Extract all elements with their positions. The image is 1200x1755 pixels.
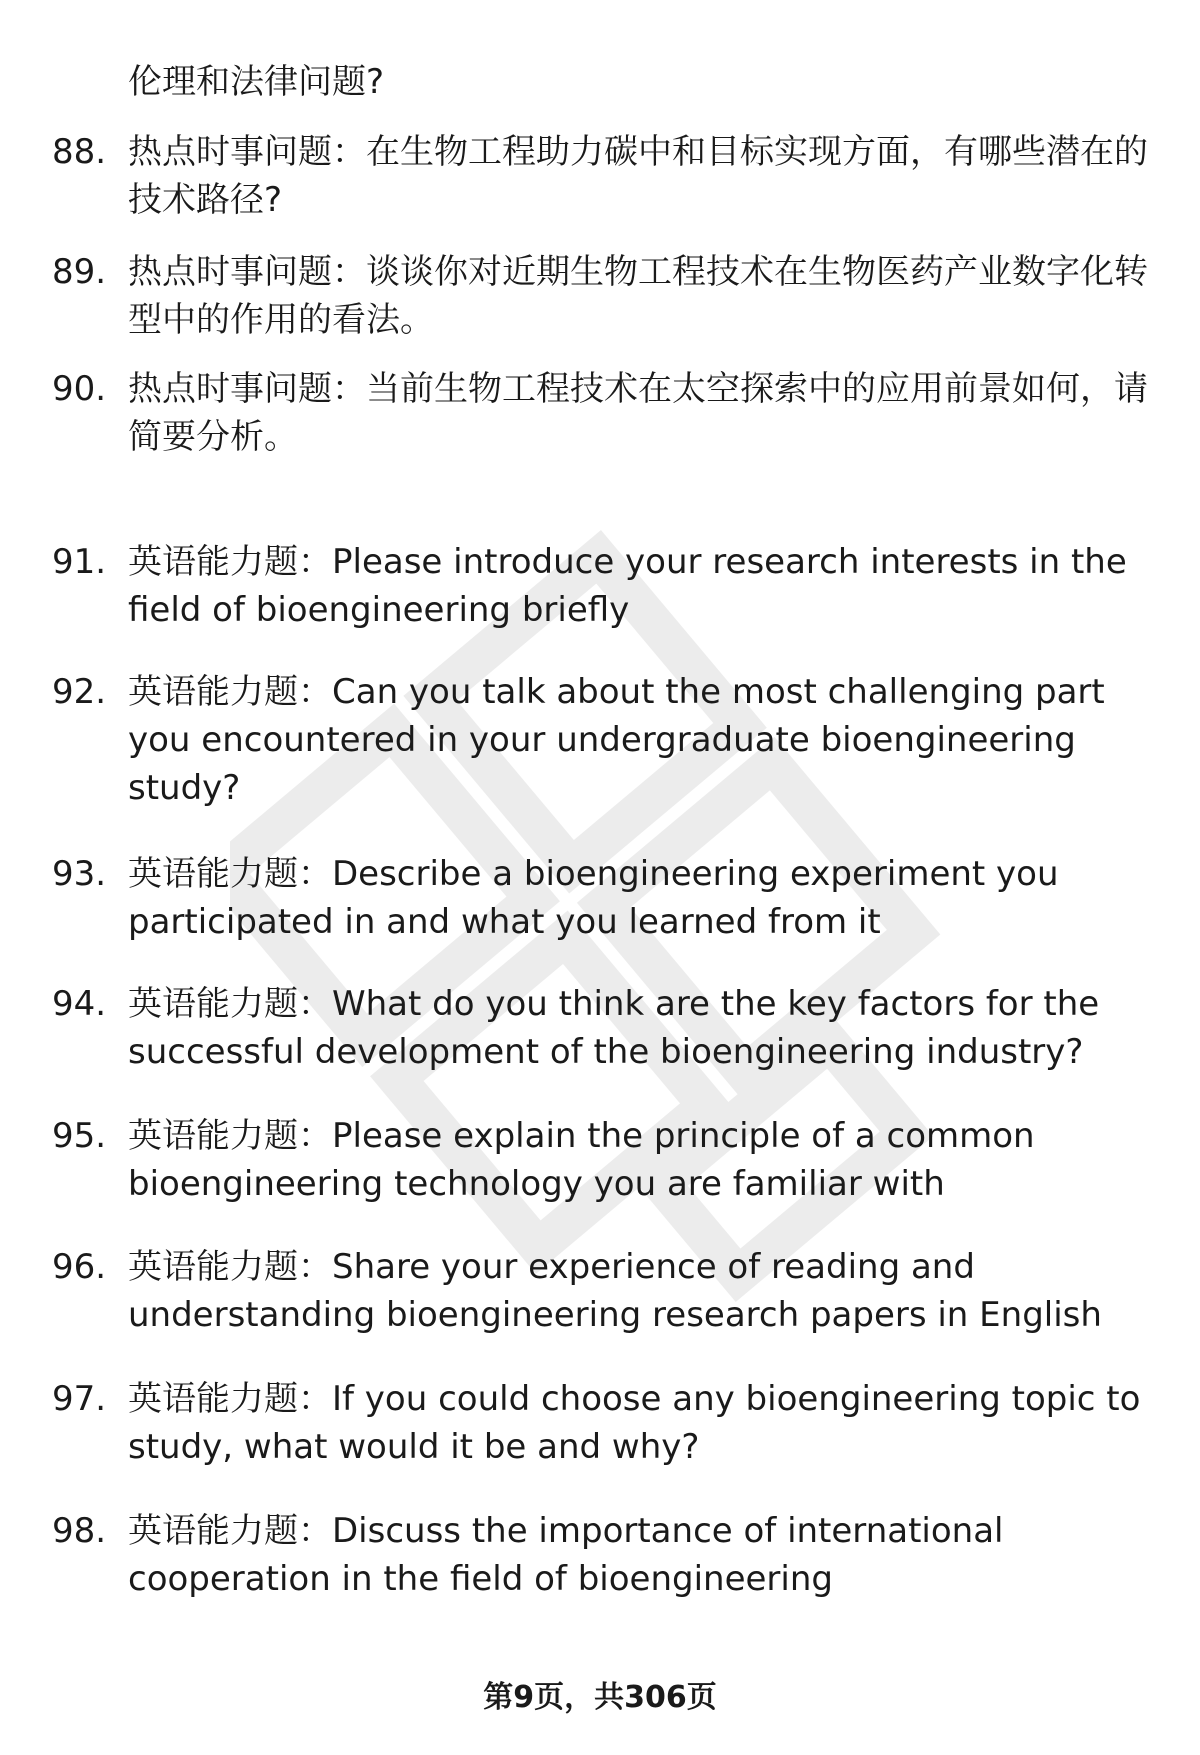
question-number: 90. (52, 369, 107, 409)
question-number: 98. (52, 1511, 107, 1551)
question-text: 英语能力题：Share your experience of reading and understanding bioengineering research papers in English (128, 1247, 1102, 1335)
page-footer-number: 第9页，共306页 (483, 1680, 717, 1715)
question-number: 97. (52, 1379, 107, 1419)
question-number: 94. (52, 984, 107, 1024)
question-number: 88. (52, 132, 107, 172)
question-number: 95. (52, 1116, 107, 1156)
question-text: 热点时事问题：在生物工程助力碳中和目标实现方面，有哪些潜在的技术路径? (128, 132, 1148, 220)
question-text: 热点时事问题：谈谈你对近期生物工程技术在生物医药产业数字化转型中的作用的看法。 (128, 252, 1148, 340)
question-number: 91. (52, 542, 107, 582)
question-text: 英语能力题：Describe a bioengineering experiment you participated in and what you learned from it (128, 854, 1059, 942)
question-text: 英语能力题：Please explain the principle of a common bioengineering technology you are familiar with (128, 1116, 1035, 1204)
question-number: 93. (52, 854, 107, 894)
question-text: 英语能力题：Discuss the importance of international cooperation in the field of bioengineering (128, 1511, 1004, 1599)
question-text: 英语能力题：Please introduce your research interests in the field of bioengineering briefly (128, 542, 1127, 630)
question-number: 89. (52, 252, 107, 292)
continued-question-text: 伦理和法律问题? (128, 62, 385, 102)
question-text: 英语能力题：What do you think are the key factors for the successful development of the bioengineering industry? (128, 984, 1100, 1072)
question-text: 英语能力题：If you could choose any bioengineering topic to study, what would it be and why? (128, 1379, 1141, 1467)
question-number: 96. (52, 1247, 107, 1287)
question-number: 92. (52, 672, 107, 712)
question-text: 热点时事问题：当前生物工程技术在太空探索中的应用前景如何，请简要分析。 (128, 369, 1148, 457)
question-text: 英语能力题：Can you talk about the most challenging part you encountered in your undergraduate bioengineering study? (128, 672, 1105, 808)
